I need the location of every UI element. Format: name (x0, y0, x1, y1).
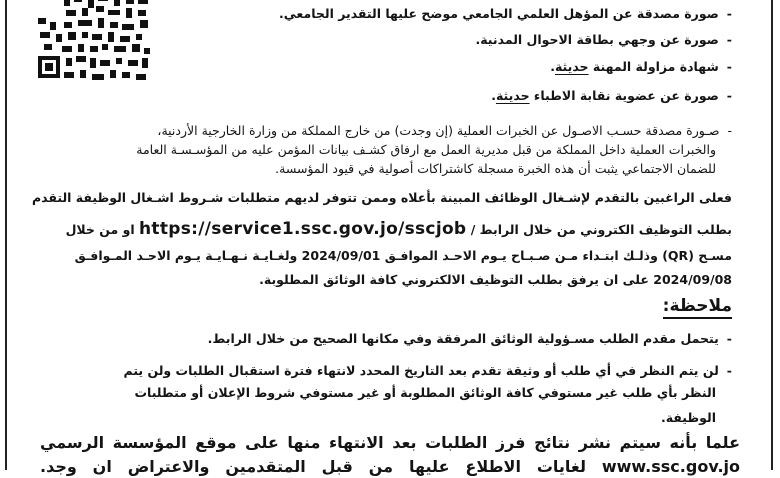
bullet-dash: - (726, 331, 732, 346)
qr-code-icon[interactable] (38, 0, 152, 82)
application-line (32, 190, 732, 206)
requirement-text: صورة مصدقة عن المؤهل العلمي الجامعي موضح عليها التقدير الجامعي. (279, 6, 719, 21)
requirement-text: صورة عن عضوية نقابة الاطباء (529, 88, 719, 103)
requirement-item (491, 88, 732, 104)
experience-text: صـورة مصدقة حسـب الاصـول عن الخبرات العملية (إن وجدت) من خارج المملكة من وزارة الخارجية الأردنية، (157, 123, 720, 138)
experience-item-line (157, 123, 732, 139)
application-line (75, 248, 732, 264)
bullet-dash: - (726, 6, 732, 21)
note-item-line (661, 410, 716, 426)
requirement-emphasis: حديثة (554, 59, 589, 74)
experience-text: والخبرات العملية داخل المملكة من قبل مديرية العمل مع ارفاق كشـف بيانات المؤمن عليه من المؤسـسـة العامة (136, 142, 716, 157)
application-text: فعلى الراغبين بالتقدم لإشـغال الوظائف المبينة بأعلاه وممن تتوفر لديهم متطلبات شـروط اشـغال الوظيفة التقدم (31, 190, 732, 205)
requirement-item (475, 32, 732, 48)
note-item (124, 363, 732, 379)
experience-item-line (275, 161, 716, 177)
requirement-item (550, 59, 732, 75)
application-text: 2024/09/08 على ان يرفق بطلب التوظيف الالكتروني كافة الوثائق المطلوبة. (259, 272, 732, 287)
application-line (259, 272, 732, 288)
requirement-suffix: . (550, 59, 555, 74)
bullet-dash: - (726, 363, 732, 378)
experience-item-line (136, 142, 716, 158)
notes-heading: ملاحظة: (663, 296, 732, 319)
requirement-emphasis: حديثة (495, 88, 530, 103)
requirement-suffix: . (491, 88, 496, 103)
requirement-text: شهادة مزاولة المهنة (588, 59, 719, 74)
application-text: او من خلال (65, 222, 135, 237)
experience-text: للضمان الاجتماعي يثبت أن هذه الخبرة مسجلة كاشتراكات أصولية في قيود المؤسسة. (275, 161, 716, 176)
note-item-line (134, 385, 716, 401)
bullet-dash: - (726, 59, 732, 74)
note-text: النظر بأي طلب غير مستوفي كافة الوثائق المطلوبة أو غير مستوفي شروط الإعلان أو متطلبات (134, 385, 716, 400)
application-text: بطلب التوظيف الكتروني من خلال الرابط / (470, 222, 732, 237)
bullet-dash: - (726, 88, 732, 103)
application-line (66, 221, 732, 238)
note-text: يتحمل مقدم الطلب مسـؤولية الوثائق المرفقة وفي مكانها الصحيح من خلال الرابط. (207, 331, 719, 346)
note-text: الوظيفة. (660, 410, 716, 425)
bullet-dash: - (727, 123, 732, 138)
requirement-text: صورة عن وجهي بطاقة الاحوال المدنية. (475, 32, 719, 47)
bullet-dash: - (726, 32, 732, 47)
closing-line: علما بأنه سيتم نشر نتائج فرز الطلبات بعد الانتهاء منها على موقع المؤسسة الرسمي (40, 433, 740, 452)
note-item (208, 331, 732, 347)
application-text: مسـح (QR) وذلـك ابتـداء مـن صـبـاح يـوم الاحـد الموافـق 2024/09/01 ولغـايـة نـهـايـة يـوم الاحـد المـوافـق (74, 248, 732, 263)
note-text: لن يتم النظر في أي طلب أو وثيقة تقدم بعد التاريخ المحدد لانتهاء فترة استقبال الطلبات ولن يتم (123, 363, 719, 378)
closing-line: www.ssc.gov.jo لغايات الاطلاع عليها من قبل المتقدمين والاعتراض ان وجد. (40, 457, 740, 476)
requirement-item (279, 6, 732, 22)
application-link[interactable]: https://service1.ssc.gov.jo/sscjob (139, 219, 467, 239)
